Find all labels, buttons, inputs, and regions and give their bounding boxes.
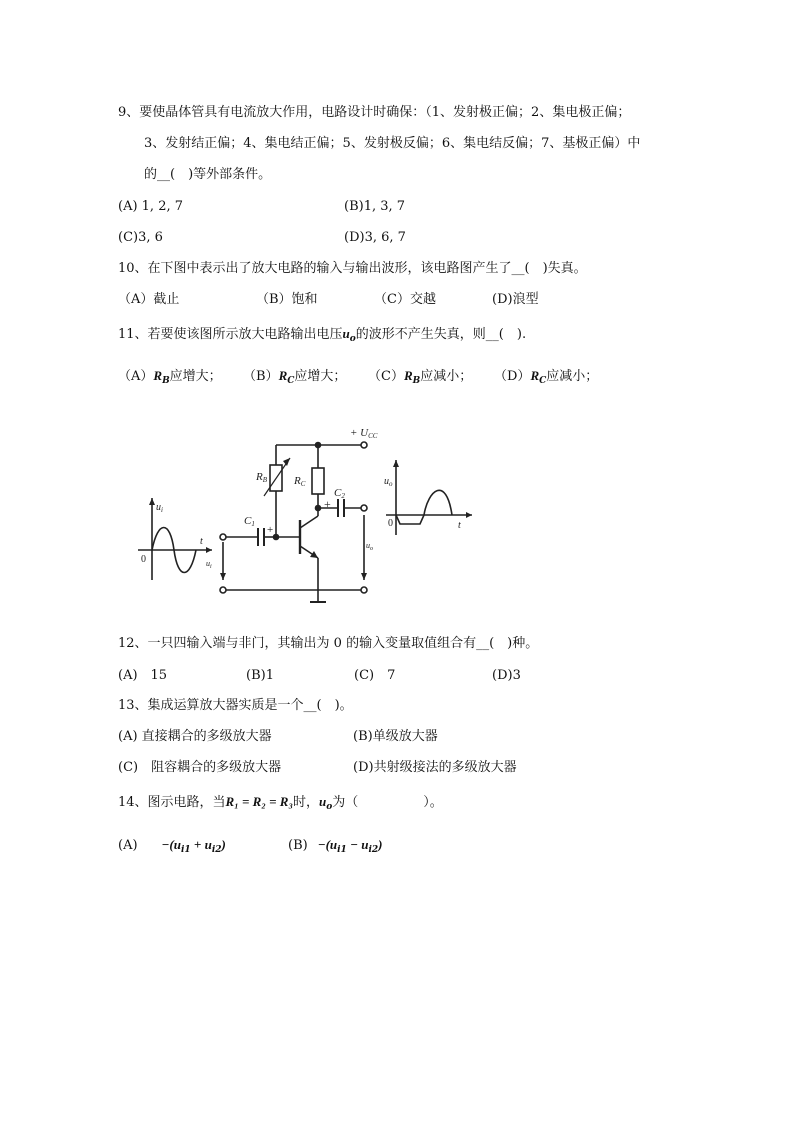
q11-option-b-suffix: 应增大； (294, 369, 347, 384)
q10-stem: 10、在下图中表示出了放大电路的输入与输出波形，该电路图产生了__( )失真。 (118, 261, 587, 276)
q14-option-b-sub2: i2 (368, 845, 379, 855)
q12-option-c: (C) 7 (354, 668, 396, 683)
uo-axis-label: $u_o$ (384, 476, 393, 488)
ui-zero-label: 0 (141, 554, 146, 565)
rb-label: RB (256, 471, 268, 484)
q11-option-b-sub: C (287, 376, 295, 386)
uo-output-label: $u_o$ (366, 541, 373, 552)
q9-stem-line3: 的__( )等外部条件。 (144, 167, 272, 182)
q14-option-b-mid: − u (346, 837, 369, 852)
q14-var-sub: o (326, 802, 333, 812)
q14-option-a-sub2: i2 (211, 845, 222, 855)
ui-t-label: t (200, 536, 203, 547)
q10-option-d: (D)浪型 (492, 292, 539, 307)
q11-stem-after: 的波形不产生失真，则__( ). (355, 327, 527, 342)
output-waveform (384, 460, 472, 535)
q11-option-d (494, 367, 598, 390)
c2-label: C2 (334, 487, 345, 500)
q14-option-b-expr: −(u (317, 837, 338, 852)
input-waveform (138, 498, 212, 580)
c2-plus: + (324, 497, 331, 511)
q14-option-a-end: ) (221, 837, 226, 852)
q11-option-a (118, 367, 222, 390)
q11-option-c-suffix: 应减小； (420, 369, 473, 384)
c1-label: C1 (244, 515, 255, 528)
q14-option-a-sub1: i1 (180, 845, 191, 855)
q11-stem-before: 11、若要使该图所示放大电路输出电压 (118, 327, 343, 342)
q13-option-c: (C) 阻容耦合的多级放大器 (118, 760, 282, 775)
q11-stem-var: u (342, 326, 350, 341)
q13-option-a: (A) 直接耦合的多级放大器 (118, 729, 272, 744)
q11-option-c-sub: B (412, 376, 421, 386)
npn-transistor (276, 508, 318, 590)
q11-option-c-prefix: （C） (368, 369, 404, 384)
q11-option-d-suffix: 应减小； (546, 369, 599, 384)
q14-option-a-label: (A) (118, 838, 138, 853)
uo-zero-label: 0 (388, 518, 393, 529)
vcc-label: + UCC (350, 427, 378, 440)
q10-option-c: （C）交越 (374, 292, 436, 307)
c1-plus: + (267, 524, 274, 536)
q14-stem (118, 793, 443, 816)
q11-option-c (368, 367, 472, 390)
q9-option-c: (C)3, 6 (118, 230, 163, 245)
q11-stem-var-sub: o (349, 334, 356, 344)
q11-option-b (243, 367, 346, 390)
ui-input-label: $u_i$ (206, 559, 212, 570)
q11-option-a-prefix: （A） (118, 369, 154, 384)
uo-t-label: t (458, 520, 461, 531)
q14-option-b-sub1: i1 (337, 845, 347, 855)
q11-option-d-sub: C (539, 376, 547, 386)
q9-stem-line2: 3、发射结正偏；4、集电结正偏；5、发射极反偏；6、集电结反偏；7、基极正偏）中 (144, 136, 641, 151)
q11-option-b-prefix: （B） (243, 369, 279, 384)
q9-stem-line1: 9、要使晶体管具有电流放大作用，电路设计时确保：（1、发射极正偏；2、集电极正偏； (118, 105, 631, 120)
q11-stem (118, 325, 526, 348)
q14-option-b (288, 836, 382, 859)
q14-stem-after: 为（ ）。 (332, 795, 443, 810)
q11-option-d-prefix: （D） (494, 369, 531, 384)
q9-option-a: (A) 1, 2, 7 (118, 199, 184, 214)
q9-option-d: (D)3, 6, 7 (344, 230, 406, 245)
q14-option-b-end: ) (378, 837, 383, 852)
q14-option-a-expr: −(u (161, 837, 181, 852)
q12-stem: 12、一只四输入端与非门，其输出为 0 的输入变量取值组合有__( )种。 (118, 636, 539, 651)
q14-option-a (118, 836, 226, 859)
amplifier-circuit-figure (128, 420, 488, 610)
q13-option-b: (B)单级放大器 (353, 729, 438, 744)
q11-option-c-var: R (403, 368, 413, 383)
ui-axis-label: $u_i$ (156, 502, 163, 514)
q11-option-a-suffix: 应增大； (169, 369, 222, 384)
q11-option-a-sub: B (162, 376, 170, 386)
q14-stem-mid: 时， (292, 795, 319, 810)
q11-option-b-var: R (278, 368, 288, 383)
q14-stem-before: 14、图示电路，当 (118, 795, 226, 810)
rc-resistor (312, 468, 324, 494)
q14-option-b-label: (B) (288, 838, 308, 853)
q12-option-b: (B)1 (246, 668, 274, 683)
q10-option-b: （B）饱和 (256, 292, 318, 307)
q12-option-a: (A) 15 (118, 668, 168, 683)
q14-var: u (319, 794, 327, 809)
q14-condition: R₁ = R₂ = R₃ (225, 794, 293, 809)
q13-option-d: (D)共射级接法的多级放大器 (353, 760, 517, 775)
q11-option-d-var: R (530, 368, 540, 383)
rc-label: RC (294, 475, 306, 488)
q13-stem: 13、集成运算放大器实质是一个__( )。 (118, 698, 353, 713)
q10-option-a: （A）截止 (118, 292, 180, 307)
q11-option-a-var: R (153, 368, 163, 383)
q12-option-d: (D)3 (492, 668, 521, 683)
q14-option-a-mid: + u (190, 837, 212, 852)
q9-option-b: (B)1, 3, 7 (344, 199, 406, 214)
